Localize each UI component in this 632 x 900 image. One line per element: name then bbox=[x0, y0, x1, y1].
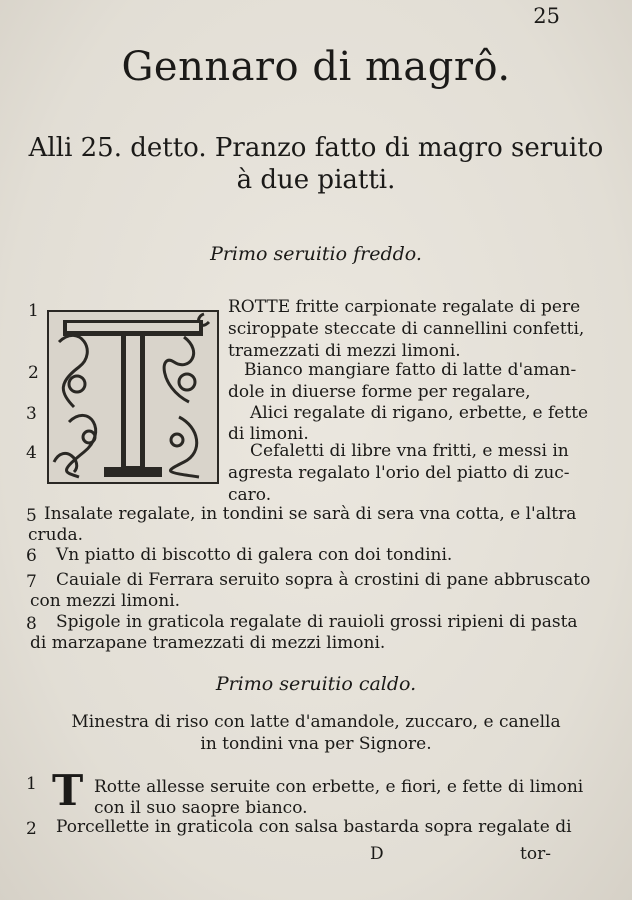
signature-mark: D bbox=[370, 844, 384, 864]
item-line: agresta regalato l'orio del piatto di zuc- bbox=[228, 463, 570, 483]
decorated-initial bbox=[47, 310, 219, 484]
item-number: 2 bbox=[26, 819, 37, 839]
item-line: Vn piatto di biscotto di galera con doi tondini. bbox=[56, 545, 453, 565]
ornament-icon bbox=[49, 312, 217, 482]
item-line: Cefaletti di libre vna fritti, e messi in bbox=[250, 441, 569, 461]
subtitle-line-2: à due piatti. bbox=[236, 165, 396, 195]
item-line: di limoni. bbox=[228, 424, 309, 444]
item-line: caro. bbox=[228, 485, 272, 505]
item-line: tramezzati di mezzi limoni. bbox=[228, 341, 461, 361]
item-number: 1 bbox=[28, 301, 39, 321]
item-number: 4 bbox=[26, 443, 37, 463]
item-line: dole in diuerse forme per regalare, bbox=[228, 382, 531, 402]
item-line: Porcellette in graticola con salsa bastarda sopra regalate di bbox=[56, 817, 572, 837]
item-number: 5 bbox=[26, 506, 37, 526]
minestra-line-1: Minestra di riso con latte d'amandole, zuccaro, e canella bbox=[71, 712, 561, 732]
item-line: Rotte allesse seruite con erbette, e fiori, e fette di limoni bbox=[94, 777, 584, 797]
item-line: di marzapane tramezzati di mezzi limoni. bbox=[30, 633, 386, 653]
section-heading-cold: Primo seruitio freddo. bbox=[210, 243, 422, 265]
minestra-line-2: in tondini vna per Signore. bbox=[200, 734, 432, 754]
subtitle-line-1: Alli 25. detto. Pranzo fatto di magro seruito bbox=[28, 133, 604, 163]
item-number: 1 bbox=[26, 774, 37, 794]
section-heading-hot: Primo seruitio caldo. bbox=[215, 673, 417, 695]
item-number: 3 bbox=[26, 404, 37, 424]
item-line: Insalate regalate, in tondini se sarà di sera vna cotta, e l'altra bbox=[44, 504, 577, 524]
item-line: con il suo saopre bianco. bbox=[94, 798, 308, 818]
item-number: 6 bbox=[26, 546, 37, 566]
item-line: Cauiale di Ferrara seruito sopra à crostini di pane abbruscato bbox=[56, 570, 591, 590]
item-number: 7 bbox=[26, 572, 37, 592]
item-line: Spigole in graticola regalate di rauioli grossi ripieni di pasta bbox=[56, 612, 578, 632]
item-number: 8 bbox=[26, 614, 37, 634]
catchword: tor- bbox=[520, 844, 551, 864]
item-line: sciroppate steccate di cannellini confetti, bbox=[228, 319, 585, 339]
item-line: con mezzi limoni. bbox=[30, 591, 181, 611]
item-line: ROTTE fritte carpionate regalate di pere bbox=[228, 297, 581, 317]
page-title: Gennaro di magrô. bbox=[121, 44, 511, 90]
item-line: Alici regalate di rigano, erbette, e fette bbox=[250, 403, 589, 423]
subtitle bbox=[0, 132, 632, 196]
item-line: cruda. bbox=[28, 525, 84, 545]
item-line: Bianco mangiare fatto di latte d'aman- bbox=[244, 360, 577, 380]
item-number: 2 bbox=[28, 363, 39, 383]
initial-letter: T bbox=[52, 766, 84, 815]
page-number: 25 bbox=[533, 4, 560, 28]
